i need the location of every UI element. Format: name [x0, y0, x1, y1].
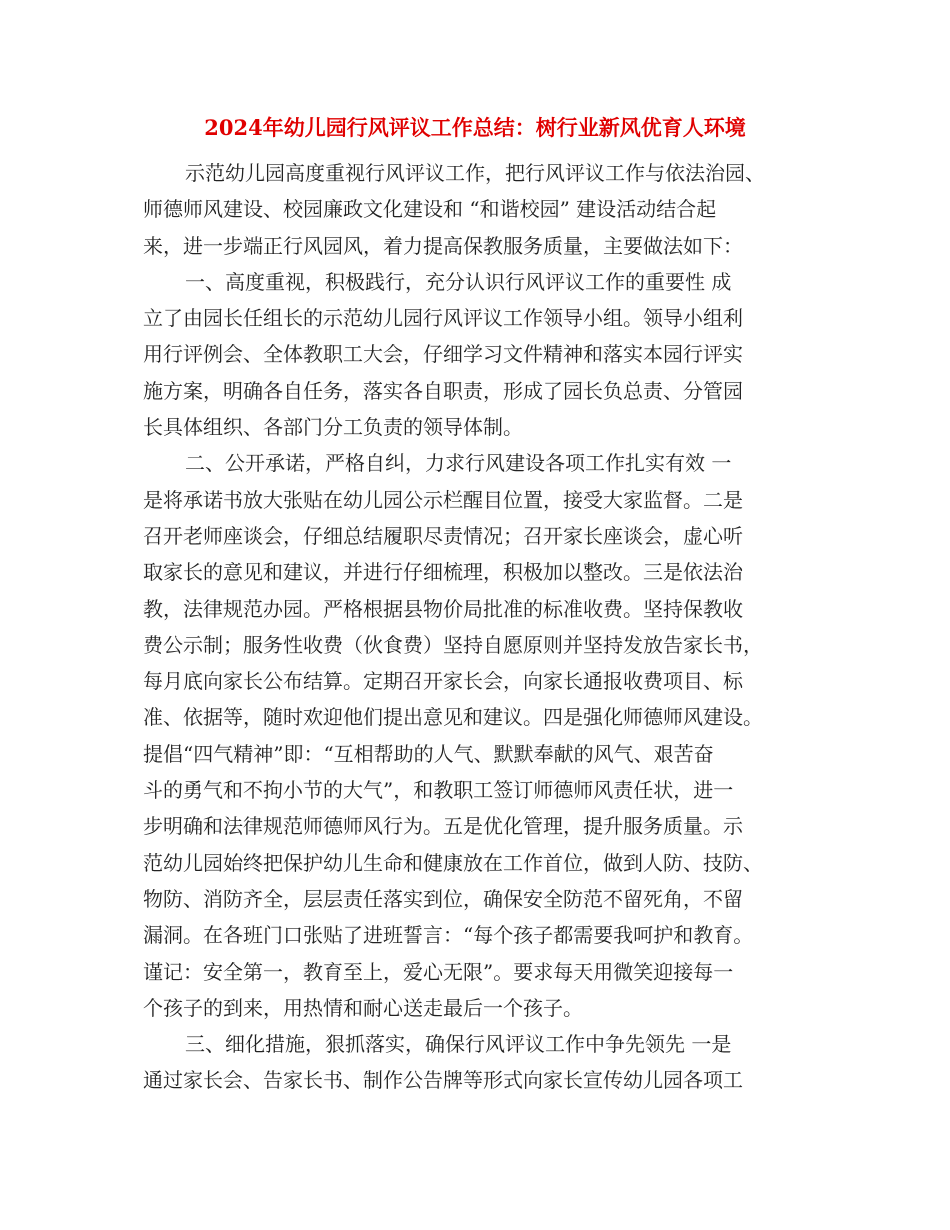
- body-text-line: 师德师风建设、校园廉政文化建设和 “和谐校园” 建设活动结合起: [143, 197, 717, 222]
- body-text-line: 斗的勇气和不拘小节的大气”，和教职工签订师德师风责任状，进一: [143, 778, 734, 803]
- document-body: [143, 155, 813, 1099]
- body-text-line: 费公示制；服务性收费（伙食费）坚持自愿原则并坚持发放告家长书，: [143, 632, 763, 657]
- body-text-line: 施方案，明确各自任务，落实各自职责，形成了园长负总责、分管园: [143, 378, 743, 403]
- body-text-line: 范幼儿园始终把保护幼儿生命和健康放在工作首位，做到人防、技防、: [143, 850, 763, 875]
- body-text-line: 召开老师座谈会，仔细总结履职尽责情况；召开家长座谈会，虚心听: [143, 523, 743, 548]
- body-text-line: 示范幼儿园高度重视行风评议工作，把行风评议工作与依法治园、: [185, 161, 765, 185]
- body-text-line: 用行评例会、全体教职工大会，仔细学习文件精神和落实本园行评实: [143, 342, 743, 367]
- body-text-line: 漏洞。在各班门口张贴了进班誓言：“每个孩子都需要我呵护和教育。: [143, 923, 754, 948]
- body-text-line: 每月底向家长公布结算。定期召开家长会，向家长通报收费项目、标: [143, 669, 743, 694]
- body-text-line: 步明确和法律规范师德师风行为。五是优化管理，提升服务质量。示: [143, 814, 743, 839]
- body-text-line: 是将承诺书放大张贴在幼儿园公示栏醒目位置，接受大家监督。二是: [143, 487, 743, 512]
- body-text-line: 通过家长会、告家长书、制作公告牌等形式向家长宣传幼儿园各项工: [143, 1068, 743, 1093]
- body-text-line: 物防、消防齐全，层层责任落实到位，确保安全防范不留死角，不留: [143, 886, 743, 911]
- body-text-line: 三、细化措施，狠抓落实，确保行风评议工作中争先领先 一是: [185, 1032, 732, 1057]
- body-text-line: 个孩子的到来，用热情和耐心送走最后一个孩子。: [143, 995, 583, 1020]
- body-text-line: 长具体组织、各部门分工负责的领导体制。: [143, 415, 523, 440]
- body-text-line: 教，法律规范办园。严格根据县物价局批准的标准收费。坚持保教收: [143, 596, 743, 621]
- body-text-line: 立了由园长任组长的示范幼儿园行风评议工作领导小组。领导小组利: [143, 306, 743, 331]
- body-text-line: 一、高度重视，积极践行，充分认识行风评议工作的重要性 成: [185, 269, 732, 294]
- body-text-line: 提倡“四气精神”即：“互相帮助的人气、默默奉献的风气、艰苦奋: [143, 741, 714, 766]
- body-text-line: 取家长的意见和建议，并进行仔细梳理，积极加以整改。三是依法治: [143, 560, 743, 585]
- body-text-line: 来，进一步端正行风园风，着力提高保教服务质量，主要做法如下：: [143, 233, 743, 258]
- body-text-line: 准、依据等，随时欢迎他们提出意见和建议。四是强化师德师风建设。: [143, 705, 763, 730]
- body-text-line: 二、公开承诺，严格自纠，力求行风建设各项工作扎实有效 一: [185, 451, 732, 476]
- document-title: 2024年幼儿园行风评议工作总结：树行业新风优育人环境: [204, 115, 746, 140]
- body-text-line: 谨记：安全第一，教育至上，爱心无限”。要求每天用微笑迎接每一: [143, 959, 734, 984]
